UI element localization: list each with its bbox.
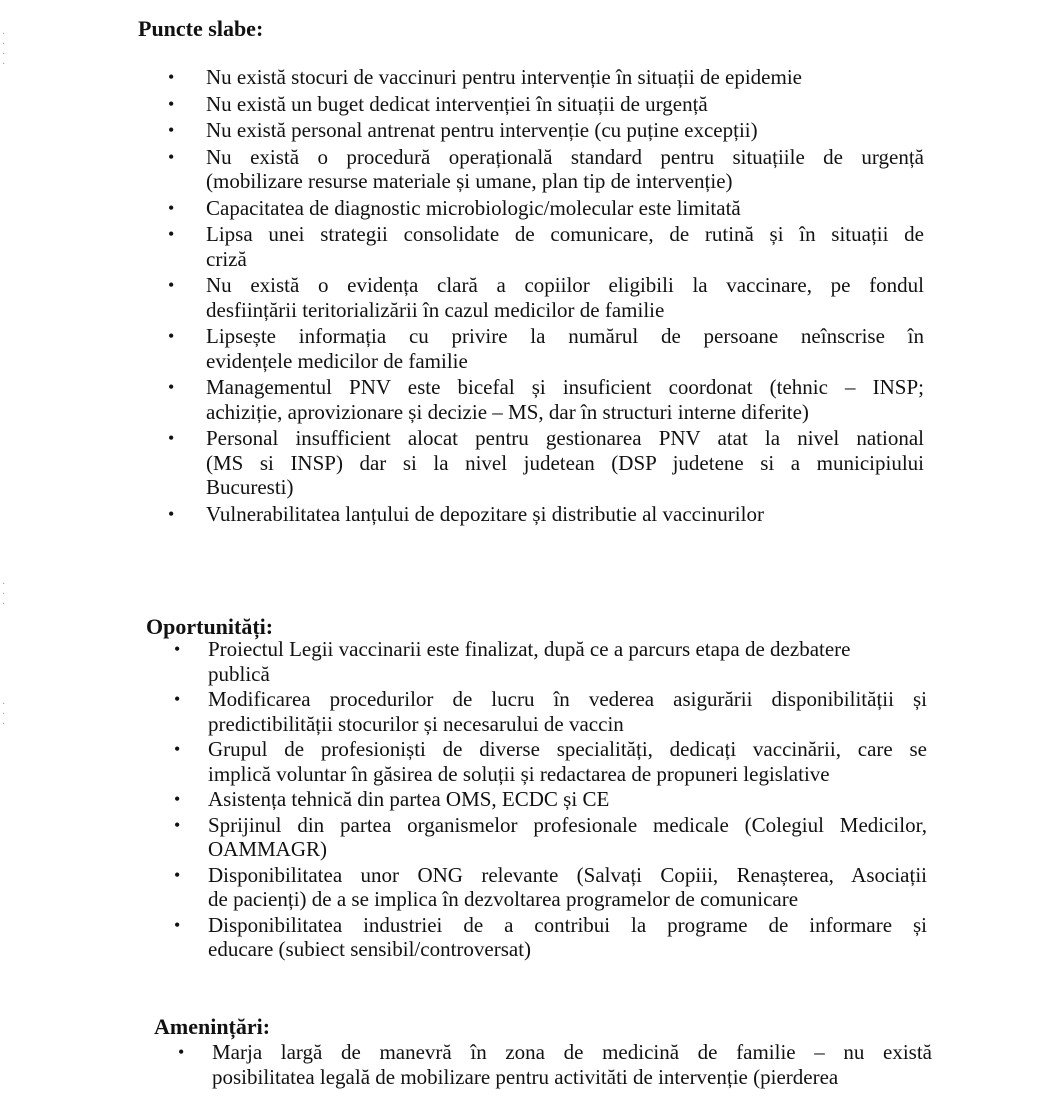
- list-item: [168, 65, 924, 90]
- text-line: Vulnerabilitatea lanțului de depozitare și distributie al vaccinurilor: [206, 501, 764, 526]
- scan-edge-marks: · · ·: [2, 699, 6, 730]
- list-item: [174, 787, 927, 812]
- list-item: [168, 375, 924, 424]
- list-item-text: [206, 273, 924, 322]
- text-line: evidențele medicilor de familie: [206, 348, 468, 373]
- list-item-text: [206, 65, 924, 90]
- text-line: Nu există o evidența clară a copiilor eligibili la vaccinare, pe fondul: [206, 273, 924, 297]
- text-line: achiziție, aprovizionare și decizie – MS, dar în structuri interne diferite): [206, 399, 809, 424]
- list-item-text: [208, 637, 927, 686]
- bullet-icon: •: [168, 503, 175, 524]
- section-title-oportunitati: Oportunități:: [146, 614, 274, 639]
- list-item: [174, 913, 927, 962]
- list-item-text: [208, 787, 927, 812]
- list-item: [174, 737, 927, 786]
- text-line: Grupul de profesioniști de diverse specialități, dedicați vaccinării, care se: [208, 737, 927, 761]
- bullet-icon: •: [168, 67, 175, 87]
- list-item-text: [208, 687, 927, 736]
- list-item: [168, 118, 924, 143]
- text-line: (mobilizare resurse materiale și umane, plan tip de intervenție): [206, 169, 733, 193]
- list-item-text: [208, 863, 927, 912]
- list-item: [178, 1040, 932, 1089]
- bullet-icon: •: [174, 914, 181, 935]
- list-oportunitati: [174, 637, 927, 962]
- list-item: [168, 273, 924, 322]
- scan-edge-marks: · · ·: [2, 579, 6, 610]
- list-item: [174, 687, 927, 736]
- bullet-icon: •: [168, 224, 175, 244]
- section-title-amenintari: Amenințări:: [154, 1014, 271, 1039]
- list-item-text: [208, 913, 927, 962]
- text-line: Nu există un buget dedicat intervenției în situații de urgență: [206, 91, 708, 116]
- text-line: Lipsește informația cu privire la numărul de persoane neînscrise în: [206, 324, 924, 348]
- list-item-text: [212, 1040, 932, 1089]
- text-line: (MS si INSP) dar si la nivel judetean (DSP judetene si a municipiului: [206, 450, 924, 475]
- bullet-icon: •: [168, 197, 175, 218]
- bullet-icon: •: [174, 864, 181, 885]
- list-item-text: [206, 196, 924, 221]
- bullet-icon: •: [168, 326, 175, 346]
- list-item-text: [206, 426, 924, 500]
- list-item-text: [206, 502, 924, 527]
- list-item-text: [206, 375, 924, 424]
- bullet-icon: •: [168, 377, 175, 397]
- text-line: implică voluntar în găsirea de soluții și redactarea de propuneri legislative: [208, 761, 830, 786]
- text-line: Disponibilitatea unor ONG relevante (Salvați Copiii, Renașterea, Asociații: [208, 862, 927, 887]
- text-line: Nu există personal antrenat pentru intervenție (cu puține excepții): [206, 118, 758, 142]
- text-line: Modificarea procedurilor de lucru în vederea asigurării disponibilității și: [208, 687, 927, 711]
- text-line: Bucuresti): [206, 475, 294, 499]
- list-item-text: [206, 92, 924, 117]
- text-line: Disponibilitatea industriei de a contribui la programe de informare și: [208, 912, 927, 937]
- bullet-icon: •: [174, 814, 181, 835]
- text-line: Proiectul Legii vaccinarii este finalizat, după ce a parcurs etapa de dezbatere: [208, 637, 851, 661]
- list-item: [168, 196, 924, 221]
- text-line: Capacitatea de diagnostic microbiologic/molecular este limitată: [206, 195, 741, 220]
- bullet-icon: •: [168, 120, 175, 140]
- bullet-icon: •: [168, 93, 175, 114]
- text-line: publică: [208, 661, 270, 686]
- text-line: Marja largă de manevră în zona de medicină de familie – nu există: [212, 1040, 932, 1064]
- text-line: de pacienți) de a se implica în dezvoltarea programelor de comunicare: [208, 887, 799, 911]
- section-title-puncte-slabe: Puncte slabe:: [138, 16, 264, 41]
- list-item-text: [206, 324, 924, 373]
- text-line: criză: [206, 246, 247, 271]
- text-line: predictibilității stocurilor și necesarului de vaccin: [208, 711, 624, 736]
- list-item: [168, 145, 924, 194]
- list-item: [168, 426, 924, 500]
- text-line: OAMMAGR): [208, 837, 328, 861]
- bullet-icon: •: [178, 1042, 185, 1062]
- list-item: [174, 863, 927, 912]
- bullet-icon: •: [174, 789, 181, 809]
- list-item-text: [206, 145, 924, 194]
- list-item: [174, 813, 927, 862]
- bullet-icon: •: [168, 275, 175, 295]
- text-line: Asistența tehnică din partea OMS, ECDC și CE: [208, 787, 610, 811]
- bullet-icon: •: [168, 146, 175, 167]
- text-line: Personal insufficient alocat pentru gestionarea PNV atat la nivel national: [206, 426, 924, 450]
- list-item-text: [206, 118, 924, 143]
- bullet-icon: •: [174, 739, 181, 759]
- bullet-icon: •: [174, 639, 181, 659]
- text-line: Lipsa unei strategii consolidate de comunicare, de rutină și în situații de: [206, 222, 924, 246]
- bullet-icon: •: [174, 689, 181, 709]
- text-line: desființării teritorializării în cazul medicilor de familie: [206, 297, 665, 322]
- list-puncte-slabe: [168, 65, 924, 526]
- text-line: Nu există stocuri de vaccinuri pentru intervenție în situații de epidemie: [206, 65, 802, 89]
- scan-edge-marks: · · · ·: [2, 29, 6, 70]
- list-item: [168, 92, 924, 117]
- text-line: posibilitatea legală de mobilizare pentru activităti de intervenție (pierderea: [212, 1064, 839, 1089]
- bullet-icon: •: [168, 428, 175, 448]
- list-item: [168, 222, 924, 271]
- list-item: [168, 502, 924, 527]
- text-line: Sprijinul din partea organismelor profesionale medicale (Colegiul Medicilor,: [208, 812, 927, 837]
- list-item: [174, 637, 927, 686]
- text-line: Nu există o procedură operațională standard pentru situațiile de urgență: [206, 144, 924, 169]
- list-amenintari: [178, 1040, 932, 1089]
- text-line: Managementul PNV este bicefal și insuficient coordonat (tehnic – INSP;: [206, 375, 924, 399]
- list-item: [168, 324, 924, 373]
- text-line: educare (subiect sensibil/controversat): [208, 937, 532, 961]
- list-item-text: [208, 737, 927, 786]
- list-item-text: [208, 813, 927, 862]
- list-item-text: [206, 222, 924, 271]
